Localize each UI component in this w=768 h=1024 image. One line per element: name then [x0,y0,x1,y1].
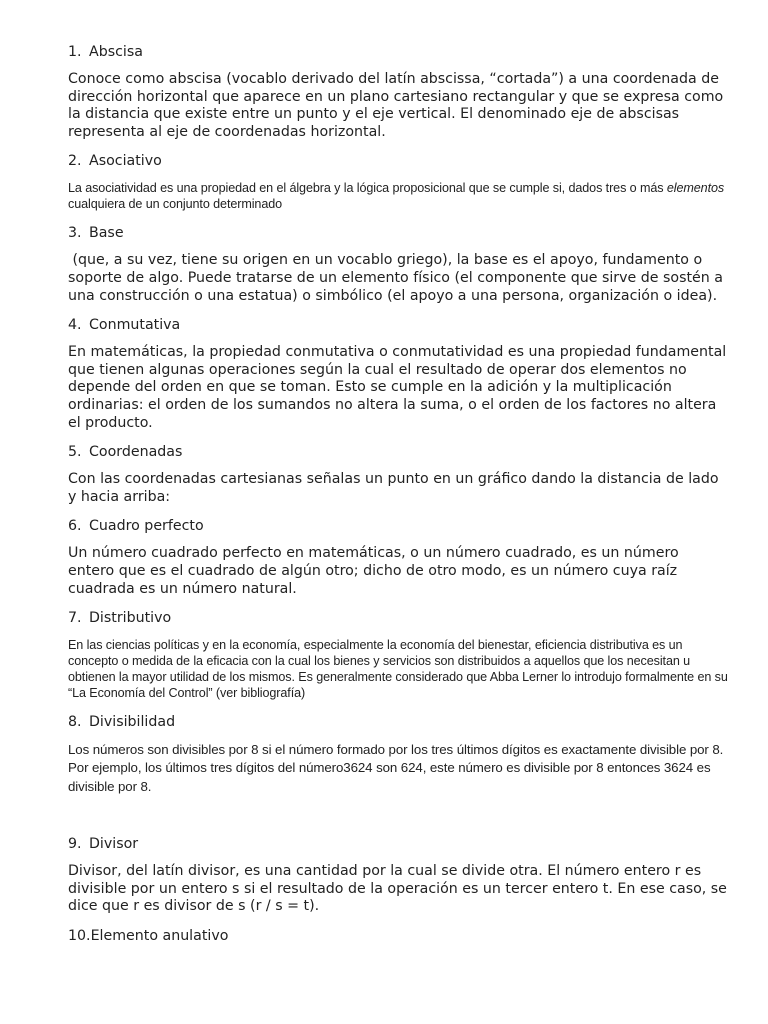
heading-conmutativa [68,315,728,335]
heading-number: 4. [68,317,82,334]
heading-title: Abscisa [89,44,143,60]
paragraph-distributivo: En las ciencias políticas y en la economía, especialmente la economía del bienestar, eficiencia distributiva es un concepto o medida de la eficacia con la cual los bienes y servicios son distribuidos a aquellos que los necesitan u obtienen la mayor utilidad de los mismos. Es generalmente considerado que Abba Lerner lo introdujo formalmente en su “La Economía del Control” (ver bibliografía) [68,638,728,701]
heading-title: Base [89,225,124,242]
heading-title: Conmutativa [89,317,181,334]
heading-title: Divisibilidad [89,714,176,731]
paragraph-text: La asociatividad es una propiedad en el álgebra y la lógica proposicional que se cumple si, dados tres o más [68,181,667,196]
heading-divisibilidad [68,712,728,732]
heading-number: 6. [68,518,82,535]
heading-title: Asociativo [89,153,162,170]
heading-coordenadas [68,442,728,462]
paragraph-coordenadas: Con las coordenadas cartesianas señalas un punto en un gráfico dando la distancia de lado y hacia arriba: [68,471,719,505]
paragraph-divisor: Divisor, del latín divisor, es una cantidad por la cual se divide otra. El número entero r es divisible por un entero s si el resultado de la operación es un tercer entero t. En ese caso, se dice que r es divisor de s (r / s = t). [68,862,727,915]
heading-number: 8. [68,714,82,731]
heading-title: Elemento anulativo [90,927,229,944]
paragraph-base: (que, a su vez, tiene su origen en un vocablo griego), la base es el apoyo, fundamento o soporte de algo. Puede tratarse de un elemento físico (el componente que sirve de sostén a una construcción o una estatua) o simbólico (el apoyo a una persona, organización o idea). [68,252,728,304]
heading-elemento-anulativo [68,926,728,946]
heading-asociativo [68,151,728,171]
heading-number: 9. [68,835,82,852]
paragraph-cuadro-perfecto: Un número cuadrado perfecto en matemáticas, o un número cuadrado, es un número entero que es el cuadrado de algún otro; dicho de otro modo, es un número cuya raíz cuadrada es un número natural. [68,545,679,597]
heading-title: Distributivo [89,610,172,627]
heading-number: 7. [68,610,82,627]
heading-number: 1. [68,44,82,60]
heading-title: Coordenadas [89,444,183,461]
paragraph-divisibilidad: Los números son divisibles por 8 si el número formado por los tres últimos dígitos es exactamente divisible por 8. Por ejemplo, los últimos tres dígitos del número3624 son 624, este número es divisible por 8 entonces 3624 es divisible por 8. [68,742,724,794]
paragraph-conmutativa: En matemáticas, la propiedad conmutativa o conmutatividad es una propiedad fundamental que tienen algunas operaciones según la cual el resultado de operar dos elementos no depende del orden en que se toman. Esto se cumple en la adición y la multiplicación ordinarias: el orden de los sumandos no altera la suma, o el orden de los factores no altera el producto. [68,344,727,431]
heading-divisor [68,834,728,854]
paragraph-emphasis: elementos [666,181,725,196]
heading-number: 5. [68,444,82,461]
heading-base [68,223,728,243]
heading-number: 10. [68,927,91,944]
document-page [68,42,728,955]
heading-title: Divisor [89,835,139,852]
heading-title: Cuadro perfecto [89,518,204,535]
paragraph-text: cualquiera de un conjunto determinado [68,197,283,212]
heading-number: 3. [68,225,82,242]
paragraph-abscisa: Conoce como abscisa (vocablo derivado del latín abscissa, “cortada”) a una coordenada de dirección horizontal que aparece en un plano cartesiano rectangular y que se expresa como la distancia que existe entre un punto y el eje vertical. El denominado eje de abscisas representa al eje de coordenadas horizontal. [68,71,724,140]
heading-number: 2. [68,153,82,170]
heading-abscisa [68,42,728,62]
paragraph-asociativo [68,180,728,212]
heading-distributivo [68,608,728,628]
heading-cuadro-perfecto [68,516,728,536]
